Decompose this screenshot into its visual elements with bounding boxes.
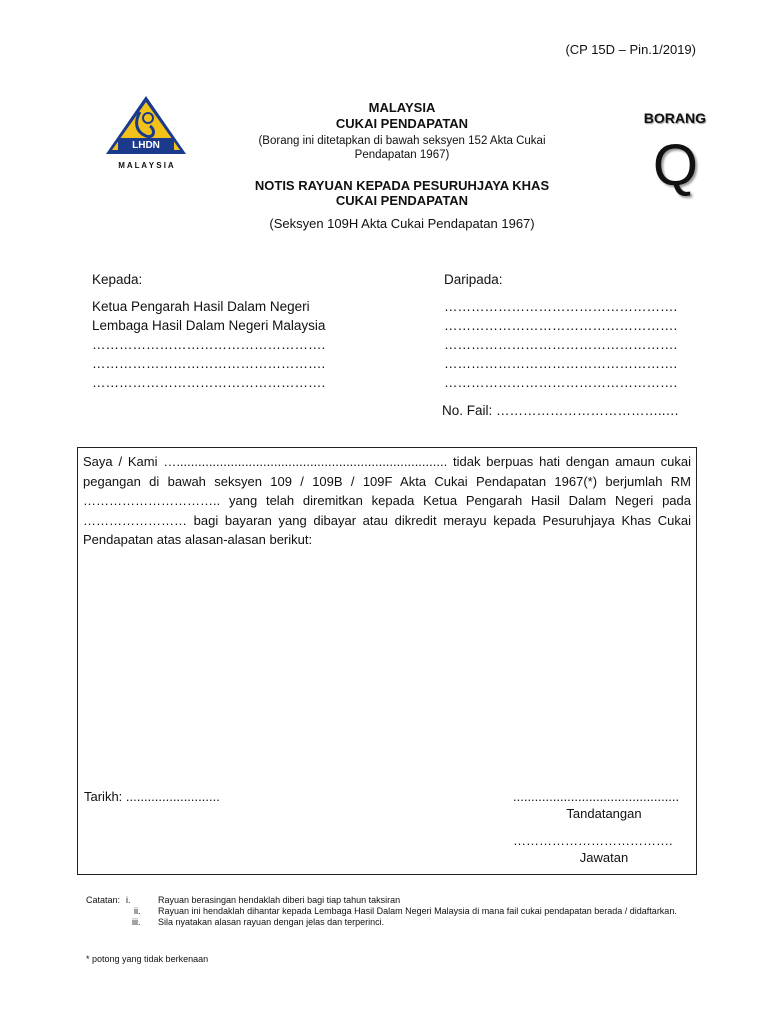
form-badge-label: BORANG: [643, 110, 706, 126]
recipient-line: Lembaga Hasil Dalam Negeri Malaysia: [92, 318, 326, 333]
sender-line[interactable]: …………………………………………….: [444, 356, 678, 371]
notice-title: NOTIS RAYUAN KEPADA PESURUHJAYA KHAS CUKAI PENDAPATAN: [254, 178, 550, 208]
position-line[interactable]: ……………………………….: [513, 833, 673, 848]
header-subtitle: (Borang ini ditetapkan di bawah seksyen 152 Akta Cukai Pendapatan 1967): [258, 135, 546, 161]
sender-line[interactable]: …………………………………………….: [444, 318, 678, 333]
form-reference: (CP 15D – Pin.1/2019): [565, 42, 696, 57]
header-act-title: CUKAI PENDAPATAN: [335, 116, 469, 131]
note-number: ii.: [134, 906, 141, 916]
note-number: iii.: [132, 917, 141, 927]
recipient-line[interactable]: …………………………………………….: [92, 356, 326, 371]
header-country: MALAYSIA: [368, 100, 436, 115]
position-label: Jawatan: [579, 850, 629, 865]
recipient-line[interactable]: …………………………………………….: [92, 375, 326, 390]
section-reference: (Seksyen 109H Akta Cukai Pendapatan 1967): [269, 216, 535, 231]
date-field[interactable]: Tarikh: ..........................: [84, 789, 220, 804]
logo-country: M A L A Y S I A: [118, 161, 174, 170]
form-badge-letter: Q: [652, 133, 698, 198]
sender-line[interactable]: …………………………………………….: [444, 375, 678, 390]
notes-label: Catatan:: [86, 895, 121, 905]
signature-label: Tandatangan: [566, 806, 642, 821]
signature-block: [513, 788, 695, 866]
recipient-label: Kepada:: [92, 272, 143, 287]
recipient-block: [92, 270, 325, 392]
lhdn-logo: [96, 92, 196, 172]
notes-section: [86, 895, 678, 928]
recipient-line[interactable]: …………………………………………….: [92, 337, 326, 352]
note-text: Rayuan berasingan hendaklah diberi bagi tiap tahun taksiran: [158, 895, 401, 905]
signature-line[interactable]: ..............................................: [513, 789, 680, 804]
file-number-field[interactable]: No. Fail: ………………………………..…: [442, 403, 680, 418]
logo-acronym: LHDN: [132, 140, 160, 151]
note-text: Sila nyatakan alasan rayuan dengan jelas dan terperinci.: [158, 917, 385, 927]
sender-line[interactable]: …………………………………………….: [444, 337, 678, 352]
appeal-statement[interactable]: Saya / Kami …........................................................................... tidak berpuas hati dengan amaun cukai pegangan di bawah seksyen 109 / 109B / 109F Akta Cukai Pendapatan 1967(*) berjumlah RM ………………………….. yang telah diremitkan kepada Ketua Pengarah Hasil Dalam Negeri pada …………………… bagi bayaran yang dibayar atau dikredit merayu kepada Pesuruhjaya Khas Cukai Pendapatan atas alasan-alasan berikut:: [83, 454, 691, 547]
note-text: Rayuan ini hendaklah dihantar kepada Lembaga Hasil Dalam Negeri Malaysia di mana fail cukai pendapatan berada / didaftarkan.: [158, 906, 677, 916]
note-number: i.: [126, 895, 131, 905]
sender-block: [444, 270, 677, 392]
sender-label: Daripada:: [444, 272, 503, 287]
sender-line[interactable]: …………………………………………….: [444, 299, 678, 314]
footnote: * potong yang tidak berkenaan: [86, 954, 209, 964]
recipient-line: Ketua Pengarah Hasil Dalam Negeri: [92, 299, 310, 314]
